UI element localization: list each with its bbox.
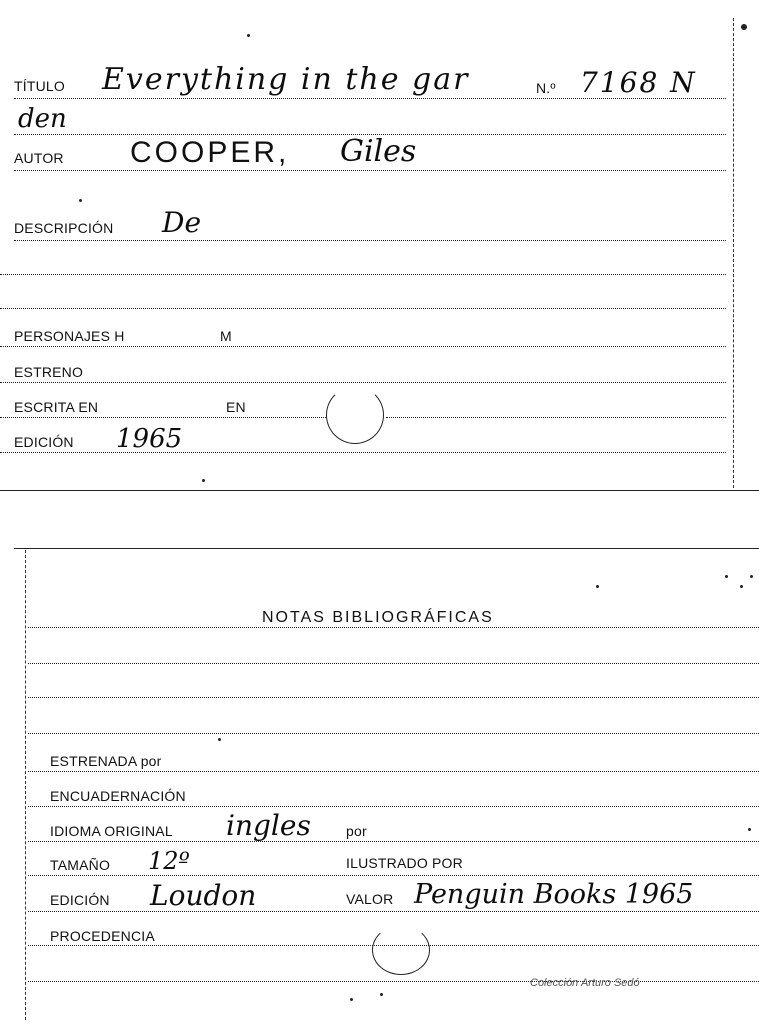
descripcion-value: De [162,206,202,239]
idioma-label: IDIOMA ORIGINAL [50,823,173,839]
personajes-line [0,346,726,347]
descripcion-line-2 [0,274,726,275]
numero-label: N.º [536,80,556,96]
personajes-m-label: M [220,328,232,344]
speck [218,738,221,741]
escrita-line-left [0,417,326,418]
autor-label: AUTOR [14,150,64,166]
autor-line [14,170,726,171]
speck [748,828,751,831]
descripcion-line-3 [0,308,726,309]
notas-header: NOTAS BIBLIOGRÁFICAS [262,609,494,626]
edicion-label: EDICIÓN [14,434,74,450]
card-left-border [25,550,26,1020]
edicion-label-bottom: EDICIÓN [50,892,110,908]
speck [596,585,599,588]
tamano-line [28,875,759,876]
estrenada-line [28,771,759,772]
speck [202,479,205,482]
descripcion-line [14,240,726,241]
punch-hole-bottom [372,925,430,975]
speck [725,575,728,578]
escrita-en-label: EN [226,399,246,415]
estreno-label: ESTRENO [14,364,84,380]
por-label: por [346,823,367,839]
descripcion-label: DESCRIPCIÓN [14,220,114,236]
escrita-line-right [386,417,726,418]
personajes-label: PERSONAJES H [14,328,125,344]
autor-surname: COOPER, [130,136,290,169]
notas-line-3 [28,697,759,698]
titulo-value: Everything in the gar [102,62,470,97]
notas-line-4 [28,733,759,734]
speck [350,998,353,1001]
tamano-label: TAMAÑO [50,857,111,873]
encuadernacion-line [28,806,759,807]
catalog-card-bottom [0,545,759,1028]
idioma-value: ingles [226,809,311,842]
numero-value: 7168 N [580,66,697,99]
titulo-label: TÍTULO [14,78,65,94]
autor-first-name: Giles [340,134,417,169]
titulo-continuation: den [18,104,67,134]
notas-line-2 [28,663,759,664]
valor-label: VALOR [346,891,394,907]
estreno-line [0,382,726,383]
estrenada-label: ESTRENADA por [50,753,162,769]
card-right-border [733,18,734,488]
ilustrado-label: ILUSTRADO POR [346,855,463,871]
speck [79,199,82,202]
speck [247,34,250,37]
valor-value: Penguin Books 1965 [414,879,694,910]
edicion-line [0,452,726,453]
edicion-value: 1965 [116,424,183,454]
notas-line [28,627,759,628]
titulo-line [14,98,726,99]
speck [740,585,743,588]
card-top-edge [14,548,759,549]
escrita-label: ESCRITA EN [14,399,99,415]
card-bottom-edge [0,490,759,491]
footer-line [28,981,759,982]
idioma-line [28,841,759,842]
encuadernacion-label: ENCUADERNACIÓN [50,788,186,804]
procedencia-label: PROCEDENCIA [50,928,155,944]
catalog-card-top [0,0,759,495]
collection-stamp: Colección Arturo Sedó [530,977,640,989]
tamano-value: 12º [148,847,190,875]
speck [741,24,747,30]
edicion-place-value: Loudon [150,879,257,912]
punch-hole [326,386,384,444]
speck [380,993,383,996]
speck [750,575,753,578]
edicion-line-bottom [28,911,759,912]
